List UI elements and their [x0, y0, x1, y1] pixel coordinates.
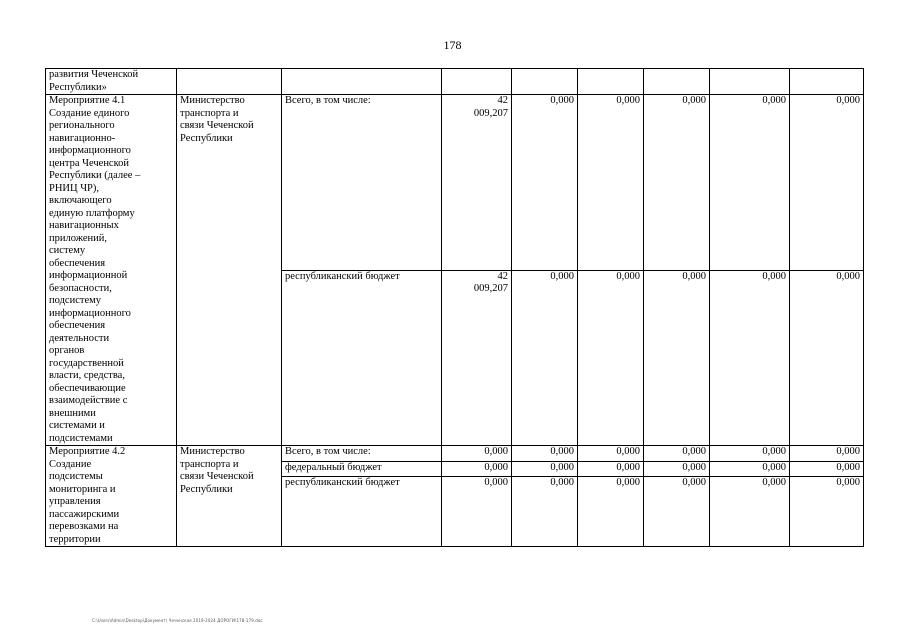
value-cell: [710, 69, 790, 95]
value-cell: [512, 69, 578, 95]
value-cell: 0,000: [578, 270, 644, 446]
table-row: [46, 446, 864, 462]
value-cell: 0,000: [512, 477, 578, 547]
executor-cell: Министерство транспорта и связи Чеченской Республики: [177, 446, 282, 547]
value-cell: 0,000: [790, 461, 864, 477]
value-cell: 0,000: [512, 446, 578, 462]
value-cell: 0,000: [710, 446, 790, 462]
value-cell: 0,000: [644, 477, 710, 547]
table-row: [46, 95, 864, 271]
value-cell: 42 009,207: [442, 270, 512, 446]
source-cell: Всего, в том числе:: [282, 446, 442, 462]
event-cell: развития Чеченской Республики»: [46, 69, 177, 95]
table-row: [46, 69, 864, 95]
value-cell: [644, 69, 710, 95]
value-cell: 0,000: [644, 461, 710, 477]
source-cell: [282, 69, 442, 95]
value-cell: 0,000: [644, 446, 710, 462]
source-cell: федеральный бюджет: [282, 461, 442, 477]
value-cell: [442, 69, 512, 95]
value-cell: 0,000: [578, 461, 644, 477]
value-cell: [790, 69, 864, 95]
value-cell: 0,000: [710, 477, 790, 547]
value-cell: 0,000: [790, 95, 864, 271]
source-cell: республиканский бюджет: [282, 477, 442, 547]
value-cell: 0,000: [442, 461, 512, 477]
budget-table: [45, 68, 864, 547]
value-cell: 0,000: [512, 270, 578, 446]
value-cell: 0,000: [578, 95, 644, 271]
source-cell: республиканский бюджет: [282, 270, 442, 446]
executor-cell: [177, 69, 282, 95]
value-cell: 0,000: [710, 270, 790, 446]
value-cell: 0,000: [644, 270, 710, 446]
executor-cell: Министерство транспорта и связи Чеченской Республики: [177, 95, 282, 446]
value-cell: 0,000: [512, 461, 578, 477]
event-cell: Мероприятие 4.1 Создание единого регионального навигационно- информационного центра Чеченской Республики (далее – РНИЦ ЧР), включающего единую платформу навигационных приложений, систему обеспечения информационной безопасности, подсистему информационного обеспечения деятельности органов государственной власти, средства, обеспечивающие взаимодействие с внешними системами и подсистемами: [46, 95, 177, 446]
value-cell: 0,000: [710, 95, 790, 271]
value-cell: 0,000: [790, 477, 864, 547]
value-cell: 0,000: [790, 270, 864, 446]
value-cell: 0,000: [512, 95, 578, 271]
value-cell: 0,000: [442, 477, 512, 547]
value-cell: [578, 69, 644, 95]
value-cell: 0,000: [790, 446, 864, 462]
page-number: 178: [443, 38, 462, 52]
event-cell: Мероприятие 4.2 Создание подсистемы мониторинга и управления пассажирскими перевозками на территории: [46, 446, 177, 547]
value-cell: 0,000: [578, 446, 644, 462]
source-cell: Всего, в том числе:: [282, 95, 442, 271]
value-cell: 0,000: [710, 461, 790, 477]
value-cell: 0,000: [578, 477, 644, 547]
file-path-footer: C:\Users\Admin\Desktop\Документ\ Чеченская 2019-2024 ДОРОГИ\178-179.doc: [92, 618, 263, 623]
value-cell: 0,000: [442, 446, 512, 462]
value-cell: 0,000: [644, 95, 710, 271]
value-cell: 42 009,207: [442, 95, 512, 271]
